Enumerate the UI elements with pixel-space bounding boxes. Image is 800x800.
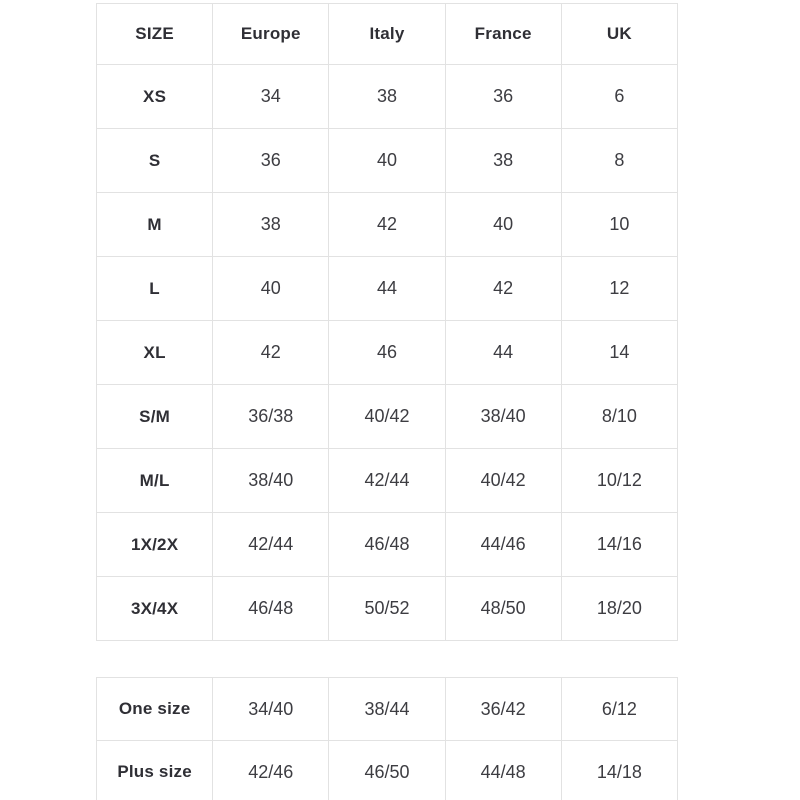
size-label: S xyxy=(97,129,213,193)
france-value: 44/46 xyxy=(445,513,561,577)
uk-value: 14/18 xyxy=(561,741,677,800)
table-row-l xyxy=(97,257,678,321)
europe-value: 38/40 xyxy=(213,449,329,513)
europe-value: 38 xyxy=(213,193,329,257)
france-value: 40 xyxy=(445,193,561,257)
table-row-3x4x xyxy=(97,577,678,641)
france-value: 38/40 xyxy=(445,385,561,449)
italy-value: 46/50 xyxy=(329,741,445,800)
europe-value: 36 xyxy=(213,129,329,193)
main-table-container xyxy=(96,3,678,800)
uk-value: 14 xyxy=(561,321,677,385)
table-row-xs xyxy=(97,65,678,129)
table-row-sm xyxy=(97,385,678,449)
italy-value: 38 xyxy=(329,65,445,129)
europe-value: 42/44 xyxy=(213,513,329,577)
table-row-s xyxy=(97,129,678,193)
table-row-ml xyxy=(97,449,678,513)
table-row-m xyxy=(97,193,678,257)
size-label: M/L xyxy=(97,449,213,513)
uk-value: 10/12 xyxy=(561,449,677,513)
uk-value: 12 xyxy=(561,257,677,321)
header-uk: UK xyxy=(561,4,677,65)
europe-value: 46/48 xyxy=(213,577,329,641)
europe-value: 34 xyxy=(213,65,329,129)
size-label: XL xyxy=(97,321,213,385)
france-value: 38 xyxy=(445,129,561,193)
uk-value: 8/10 xyxy=(561,385,677,449)
europe-value: 40 xyxy=(213,257,329,321)
france-value: 44/48 xyxy=(445,741,561,800)
italy-value: 46/48 xyxy=(329,513,445,577)
uk-value: 14/16 xyxy=(561,513,677,577)
uk-value: 18/20 xyxy=(561,577,677,641)
europe-value: 34/40 xyxy=(213,678,329,741)
header-size: SIZE xyxy=(97,4,213,65)
uk-value: 6 xyxy=(561,65,677,129)
europe-value: 42/46 xyxy=(213,741,329,800)
italy-value: 42/44 xyxy=(329,449,445,513)
size-label: XS xyxy=(97,65,213,129)
france-value: 36/42 xyxy=(445,678,561,741)
size-label: Plus size xyxy=(97,741,213,800)
uk-value: 8 xyxy=(561,129,677,193)
size-conversion-table xyxy=(96,3,678,641)
italy-value: 44 xyxy=(329,257,445,321)
uk-value: 6/12 xyxy=(561,678,677,741)
france-value: 36 xyxy=(445,65,561,129)
table-row-one-size xyxy=(97,678,678,741)
italy-value: 38/44 xyxy=(329,678,445,741)
header-europe: Europe xyxy=(213,4,329,65)
table-row-1x2x xyxy=(97,513,678,577)
uk-value: 10 xyxy=(561,193,677,257)
header-row xyxy=(97,4,678,65)
header-france: France xyxy=(445,4,561,65)
france-value: 44 xyxy=(445,321,561,385)
size-label: One size xyxy=(97,678,213,741)
france-value: 42 xyxy=(445,257,561,321)
one-size-plus-size-table xyxy=(96,677,678,800)
header-italy: Italy xyxy=(329,4,445,65)
france-value: 40/42 xyxy=(445,449,561,513)
italy-value: 50/52 xyxy=(329,577,445,641)
italy-value: 40/42 xyxy=(329,385,445,449)
size-label: M xyxy=(97,193,213,257)
table-row-xl xyxy=(97,321,678,385)
europe-value: 42 xyxy=(213,321,329,385)
size-label: 3X/4X xyxy=(97,577,213,641)
italy-value: 46 xyxy=(329,321,445,385)
europe-value: 36/38 xyxy=(213,385,329,449)
size-label: L xyxy=(97,257,213,321)
france-value: 48/50 xyxy=(445,577,561,641)
table-spacer xyxy=(96,641,678,677)
italy-value: 40 xyxy=(329,129,445,193)
italy-value: 42 xyxy=(329,193,445,257)
table-row-plus-size xyxy=(97,741,678,800)
size-label: S/M xyxy=(97,385,213,449)
size-label: 1X/2X xyxy=(97,513,213,577)
